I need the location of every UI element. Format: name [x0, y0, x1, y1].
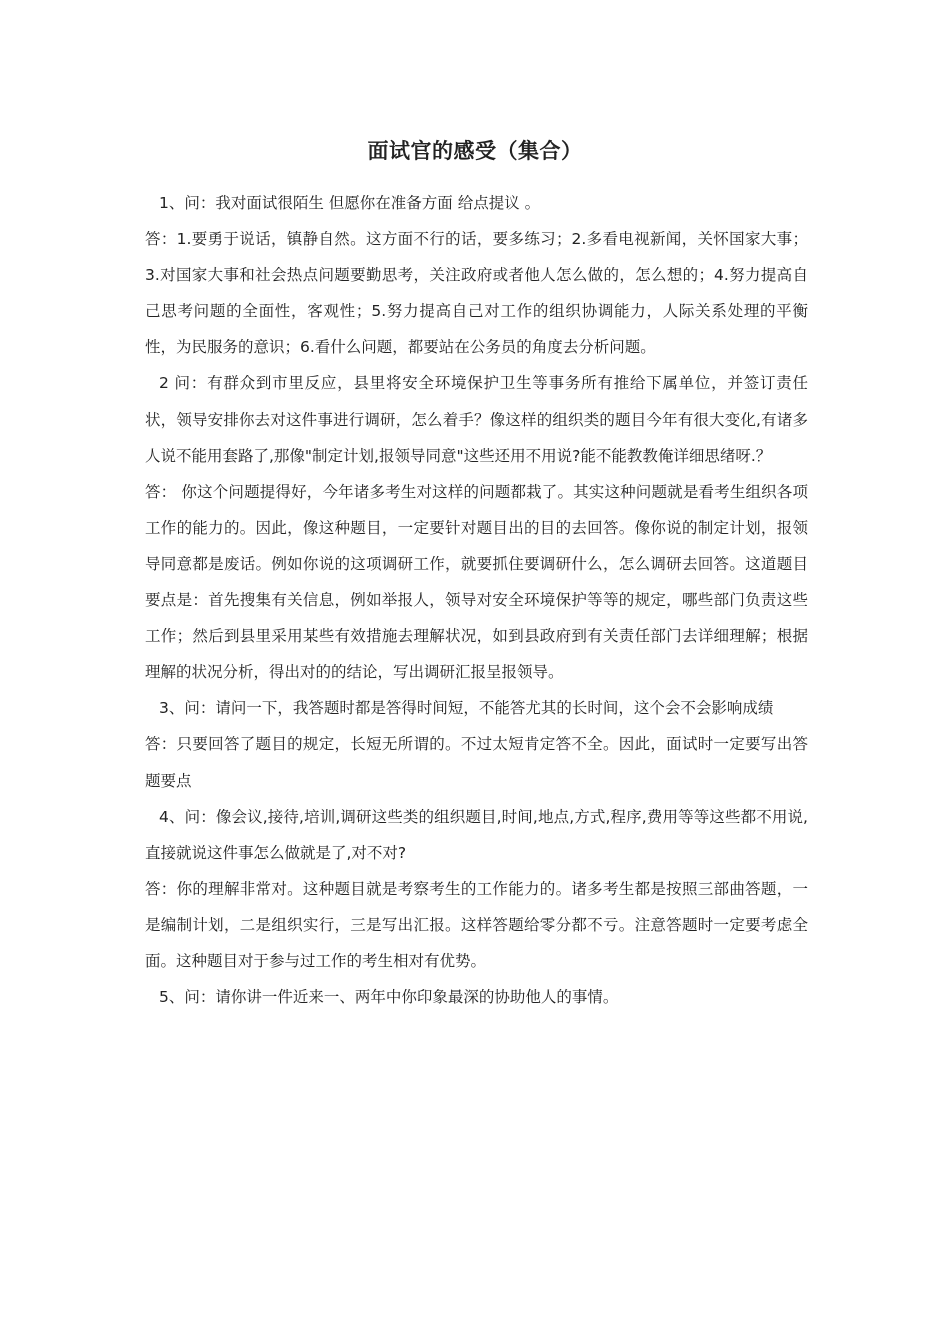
document-title: 面试官的感受（集合） — [367, 139, 583, 163]
question-5: 5、问：请你讲一件近来一、两年中你印象最深的协助他人的事情。 — [159, 988, 619, 1007]
answer-1: 答：1.要勇于说话，镇静自然。这方面不行的话，要多练习；2.多看电视新闻，关怀国家大事；3.对国家大事和社会热点问题要勤思考，关注政府或者他人怎么做的，怎么想的；4.努力提高自己思考问题的全面性，客观性；5.努力提高自己对工作的组织协调能力，人际关系处理的平衡性，为民服务的意识；6.看什么问题，都要站在公务员的角度去分析问题。 — [145, 230, 808, 357]
question-4: 4、问：像会议,接待,培训,调研这些类的组织题目,时间,地点,方式,程序,费用等等这些都不用说,直接就说这件事怎么做就是了,对不对? — [145, 807, 808, 862]
document-body — [145, 185, 808, 1015]
answer-2: 答： 你这个问题提得好，今年诸多考生对这样的问题都栽了。其实这种问题就是看考生组织各项工作的能力的。因此，像这种题目，一定要针对题目出的目的去回答。像你说的制定计划，报领导同意都是废话。例如你说的这项调研工作，就要抓住要调研什么，怎么调研去回答。这道题目要点是：首先搜集有关信息，例如举报人，领导对安全环境保护等等的规定，哪些部门负责这些工作；然后到县里采用某些有效措施去理解状况，如到县政府到有关责任部门去详细理解；根据理解的状况分析，得出对的的结论，写出调研汇报呈报领导。 — [145, 482, 808, 682]
question-3: 3、问：请问一下，我答题时都是答得时间短，不能答尤其的长时间，这个会不会影响成绩 — [159, 699, 774, 718]
answer-3: 答：只要回答了题目的规定，长短无所谓的。不过太短肯定答不全。因此，面试时一定要写出答题要点 — [145, 735, 808, 790]
question-2: 2 问：有群众到市里反应，县里将安全环境保护卫生等事务所有推给下属单位，并签订责任状，领导安排你去对这件事进行调研，怎么着手？像这样的组织类的题目今年有很大变化,有诸多人说不能用套路了,那像"制定计划,报领导同意"这些还用不用说?能不能教教俺详细思绪呀.？ — [145, 374, 808, 465]
answer-4: 答：你的理解非常对。这种题目就是考察考生的工作能力的。诸多考生都是按照三部曲答题，一是编制计划，二是组织实行，三是写出汇报。这样答题给零分都不亏。注意答题时一定要考虑全面。这种题目对于参与过工作的考生相对有优势。 — [145, 879, 808, 970]
question-1: 1、问：我对面试很陌生 但愿你在准备方面 给点提议 。 — [159, 194, 541, 212]
